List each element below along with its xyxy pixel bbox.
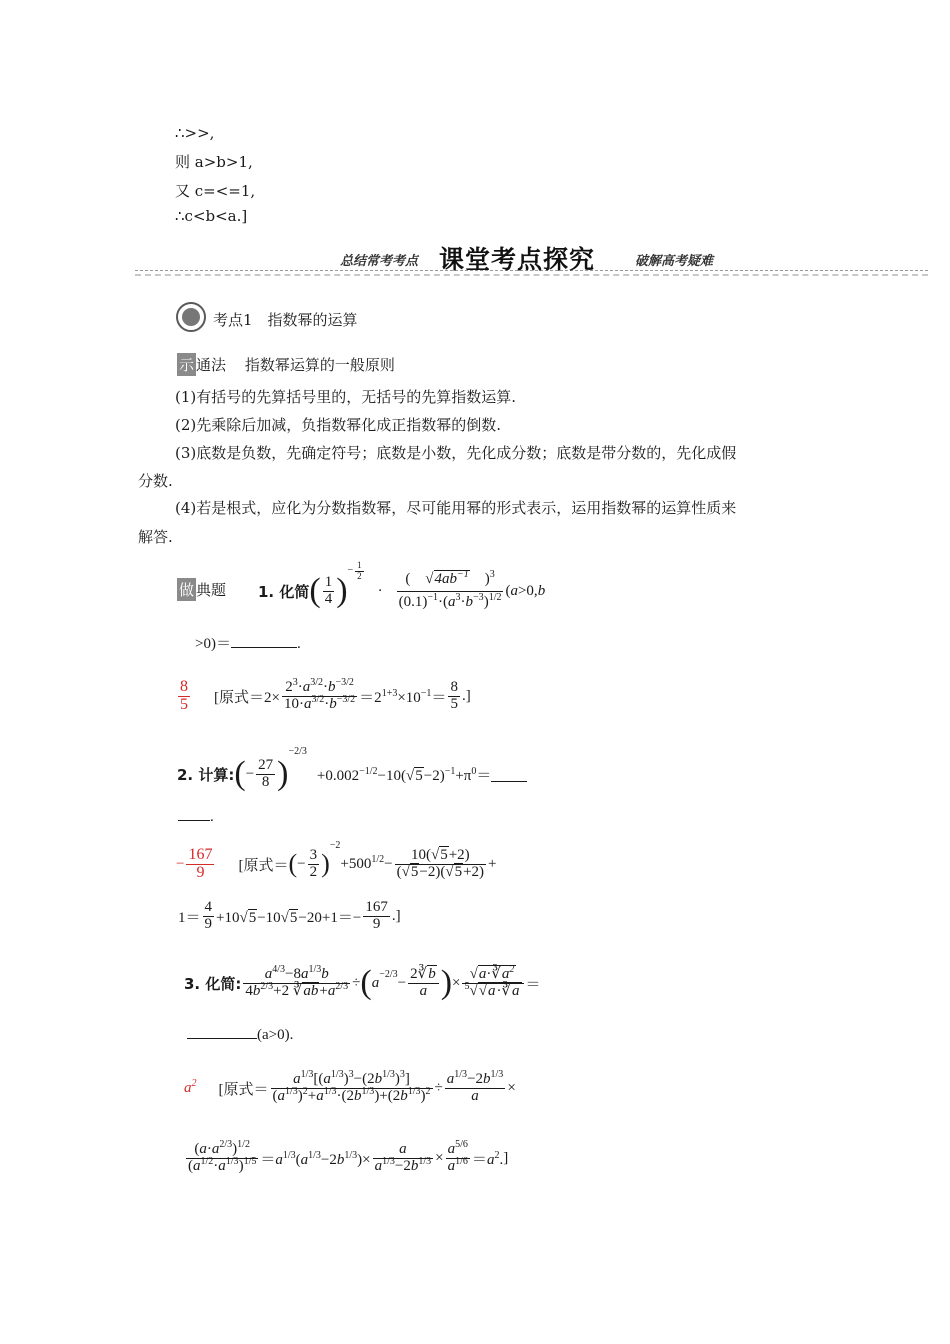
rule-3: (3)底数是负数，先确定符号；底数是小数，先化成分数；底数是带分数的，先化成假 (175, 444, 737, 462)
answer-blank-1 (231, 633, 297, 648)
p1-main-fraction: $\frac{( √4ab^{-1} )^3}{(0.1)^{-1}\cdot(a^3\cdot b^{-3})^{1/2}}$ (398, 568, 502, 610)
section-header-band (135, 244, 928, 280)
top-line-3: 又 c=<=1, (175, 182, 256, 200)
dianti-tag: 做 (177, 578, 196, 601)
problem-3: 3. 化简: $\frac{a^{4/3}-8a^{1/3}b}{4b^{2/3}+2 ∛ab+a^{2/3}}$ ÷ ( a $^{-2/3}$ − $\frac{2∛b}{a}$ ) × $\frac{√a\cdot∛a^2}{^5√√a\cdot∛a}$ ＝ (184, 963, 541, 1001)
rule-4: (4)若是根式，应化为分数指数幂，尽可能用幂的形式表示，运用指数幂的运算性质来 (175, 499, 737, 517)
problem-2-cont: . (178, 806, 214, 826)
header-title: 课堂考点探究 (439, 245, 596, 274)
header-right-text: 破解高考疑难 (635, 254, 714, 269)
answer-1: $\frac{8}{5}$ [原式＝2× $\frac{2^3\cdot a^{3/2}\cdot b^{-3/2}}{10\cdot a^{3/2}\cdot b^{-3/2}}$ $=2^{1+3}\times 10^{-1}=$ $\frac{8}{5}$ . ] (180, 676, 471, 713)
answer-blank-2 (491, 767, 527, 782)
top-line-4: ∴c<b<a.] (175, 207, 248, 225)
kaodian-label: 考点1 指数幂的运算 (213, 311, 358, 329)
problem-2: 2. 计算: ( − $\frac{27}{8}$ ) $^{-2/3}$ $+0.002^{-1/2}-10(√5-2)^{-1}+\pi^0=$ (177, 744, 527, 804)
answer-3-cont: $\frac{(a\cdot a^{2/3})^{1/2}}{(a^{1/2}\cdot a^{1/3})^{1/5}}$ $=a^{1/3}(a^{1/3}-2b^{1/3})\times$ $\frac{a}{a^{1/3}-2b^{1/3}}$ × $\frac{a^{5/6}}{a^{1/6}}$ $=a^2$. ] (188, 1138, 509, 1174)
p1-frac-quarter: $\frac{1}{4}$ (324, 573, 333, 607)
dianti-heading (177, 578, 226, 601)
answer-1-value: $\frac{8}{5}$ (180, 677, 188, 713)
problem-1-cont: >0)＝ . (195, 632, 301, 653)
problem-3-cont: (a>0). (187, 1024, 293, 1044)
problem-2-label: 2. 计算: (177, 765, 235, 784)
tongfa-tag-tail: 通法 (196, 356, 227, 374)
answer-2-value: $\frac{167}{9}$ (188, 845, 213, 881)
rule-4-cont: 解答. (138, 528, 173, 546)
rule-1: (1)有括号的先算括号里的，无括号的先算指数运算. (175, 388, 517, 406)
tongfa-tag: 示 (177, 353, 196, 376)
problem-3-label: 3. 化简: (184, 974, 242, 993)
answer-3-value: $a^2$ (184, 1077, 197, 1096)
answer-blank-3 (187, 1024, 257, 1039)
rule-3-cont: 分数. (138, 472, 173, 490)
rule-2: (2)先乘除后加减，负指数幂化成正指数幂的倒数. (175, 416, 502, 434)
dianti-tag-tail: 典题 (196, 581, 227, 599)
answer-3: $a^2$ [原式＝ $\frac{a^{1/3}[(a^{1/3})^3-(2b^{1/3})^3]}{(a^{1/3})^2+a^{1/3}\cdot(2b^{1/3})+(2b^{1/3})^2}$ ÷ $\frac{a^{1/3}-2b^{1/3}}{a}$ × (184, 1068, 516, 1104)
answer-2: − $\frac{167}{9}$ [原式＝ ( − $\frac{3}{2}$ ) $^{-2}$ $+500^{1/2}-$ $\frac{10(√5+2)}{(√5-2)(√5+2)}$ + (176, 840, 497, 881)
top-line-1: ∴>>, (175, 124, 215, 142)
top-line-2: 则 a>b>1, (175, 153, 253, 171)
problem-1-label: 1. 化简 (258, 582, 310, 601)
problem-1: 1. 化简 ( $\frac{1}{4}$ ) $^{- \frac{1}{2}}$ · $\frac{( √4ab^{-1} )^3}{(0.1)^{-1}\cdot(a^3\cdot b^{-3})^{1/2}}$ (a>0,b (258, 560, 546, 610)
tongfa-heading (177, 353, 395, 376)
header-left-text: 总结常考考点 (340, 254, 419, 269)
kaodian-circle-icon (176, 302, 206, 332)
answer-2-cont: 1＝ $\frac{4}{9}$ +10√5−10√5−20+1＝− $\frac{167}{9}$ . ] (178, 898, 401, 932)
tongfa-title: 指数幂运算的一般原则 (244, 356, 395, 374)
